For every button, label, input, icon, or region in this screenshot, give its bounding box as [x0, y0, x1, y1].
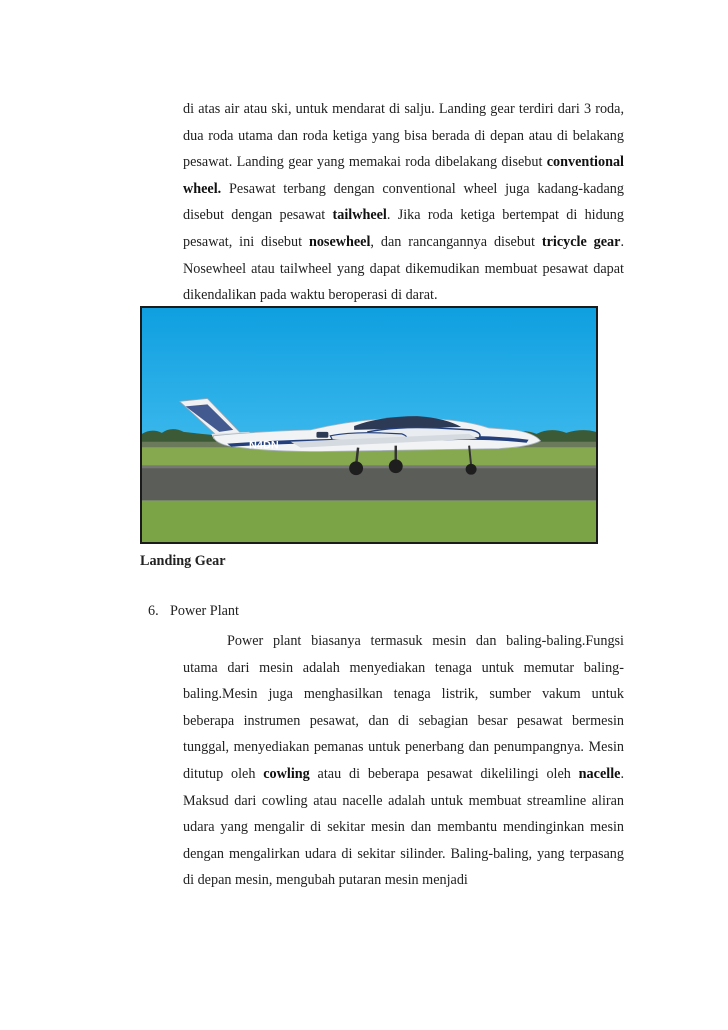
- airplane-illustration: [142, 308, 596, 542]
- main-wheel: [349, 461, 363, 475]
- figure-caption: Landing Gear: [140, 553, 226, 569]
- nose-wheel: [466, 464, 477, 475]
- term-tailwheel: tailwheel: [332, 207, 387, 224]
- main-wheel-2: [389, 459, 403, 473]
- airplane-photo: [140, 306, 598, 544]
- window: [316, 432, 328, 438]
- text-segment: , dan rancangannya disebut: [370, 233, 542, 250]
- term-nacelle: nacelle: [578, 765, 621, 782]
- section-title: Power Plant: [170, 603, 239, 619]
- text-segment: . Nosewheel atau tailwheel yang dapat dikemudikan membuat pesawat dapat dikendalikan pada waktu beroperasi di darat.: [183, 233, 624, 304]
- runway-edge: [142, 465, 596, 468]
- term-tricycle-gear: tricycle gear: [541, 233, 621, 250]
- text-segment: di atas air atau ski, untuk mendarat di salju. Landing gear terdiri dari 3 roda, dua roda utama dan roda ketiga yang bisa berada di depan atau di belakang pesawat. Landing gear yang memakai roda dibelakang disebut: [183, 101, 624, 171]
- runway: [142, 465, 596, 500]
- text-segment: atau di beberapa pesawat dikelilingi oleh: [309, 765, 579, 782]
- section-heading: [148, 603, 239, 620]
- landing-gear-paragraph: [183, 96, 624, 309]
- text-segment: . Maksud dari cowling atau nacelle adalah untuk membuat streamline aliran udara yang mengalir di sekitar mesin dan membantu mendinginkan mesin dengan mengalirkan udara di sekitar silinder. Baling-baling, yang terpasang di depan mesin, mengubah putaran mesin menjadi: [183, 765, 624, 889]
- grass-near: [142, 501, 596, 542]
- term-nosewheel: nosewheel: [308, 233, 371, 250]
- text-segment: . Jika roda ketiga bertempat di hidung pesawat, ini disebut: [183, 207, 624, 250]
- text-segment: Power plant biasanya termasuk mesin dan baling-baling.Fungsi utama dari mesin adalah menyediakan tenaga untuk memutar baling-baling.Mesin juga menghasilkan tenaga listrik, sumber vakum untuk beberapa instrumen pesawat, dan di sebagian besar pesawat bermesin tunggal, menyediakan pemanas untuk penerbang dan penumpangnya. Mesin ditutup oleh: [183, 633, 624, 782]
- power-plant-paragraph: [183, 628, 624, 894]
- term-conventional-wheel: conventional wheel.: [183, 154, 624, 197]
- registration-mark: N4DN: [249, 439, 279, 452]
- term-cowling: cowling: [263, 765, 310, 782]
- text-segment: Pesawat terbang dengan conventional wheel juga kadang-kadang disebut dengan pesawat: [183, 180, 624, 224]
- section-number: 6.: [148, 603, 159, 619]
